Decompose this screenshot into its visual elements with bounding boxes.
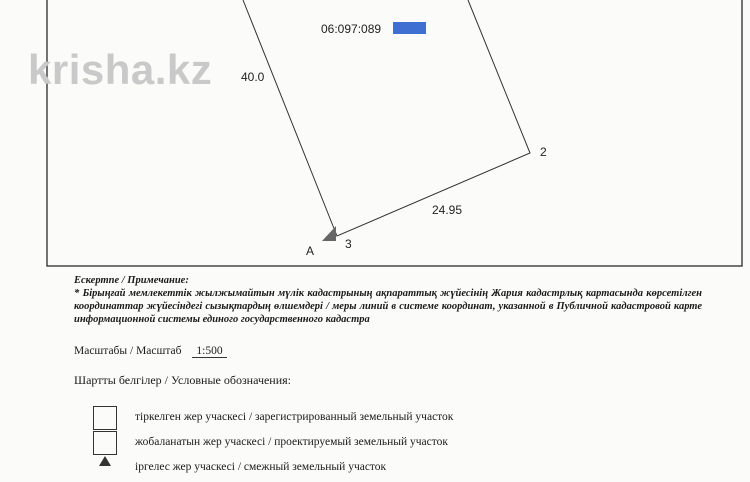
- cadastral-number: 06:097:089: [321, 22, 382, 36]
- legend-label: іргелес жер учаскесі / смежный земельный участок: [135, 461, 387, 473]
- note-text: * Бірыңғай мемлекеттік жылжымайтын мүлік кадастрының ақпараттық жүйесінің Жария кадастрлық картасында көрсетілген координаттар жүйесіндегі сызықтардың өлшемдері / меры линий в системе координат, указанной в Публичной кадастровой карте информационной системы единого государственного кадастра: [74, 288, 702, 325]
- square-outline-icon: [93, 406, 117, 430]
- side-length-bottom: 24.95: [432, 203, 463, 217]
- redaction-mark: [393, 22, 426, 34]
- site-watermark: krisha.kz: [28, 46, 213, 93]
- note-heading: Ескертпе / Примечание:: [74, 275, 189, 286]
- legend-label: тіркелген жер учаскесі / зарегистрированный земельный участок: [135, 411, 454, 423]
- scale-row: [74, 345, 227, 358]
- scale-label: Масштабы / Масштаб: [74, 345, 182, 357]
- point-a-label: A: [306, 244, 315, 258]
- square-outline-icon: [93, 431, 117, 455]
- side-length-left: 40.0: [241, 70, 265, 84]
- legend-title: Шартты белгілер / Условные обозначения:: [74, 373, 292, 387]
- point-3-label: 3: [345, 237, 352, 251]
- point-2-label: 2: [540, 145, 547, 159]
- scale-value: 1:500: [192, 345, 226, 358]
- arrow-up-icon: [99, 456, 111, 466]
- plan-frame: [47, 0, 742, 266]
- legend-label: жобаланатын жер учаскесі / проектируемый земельный участок: [135, 436, 448, 448]
